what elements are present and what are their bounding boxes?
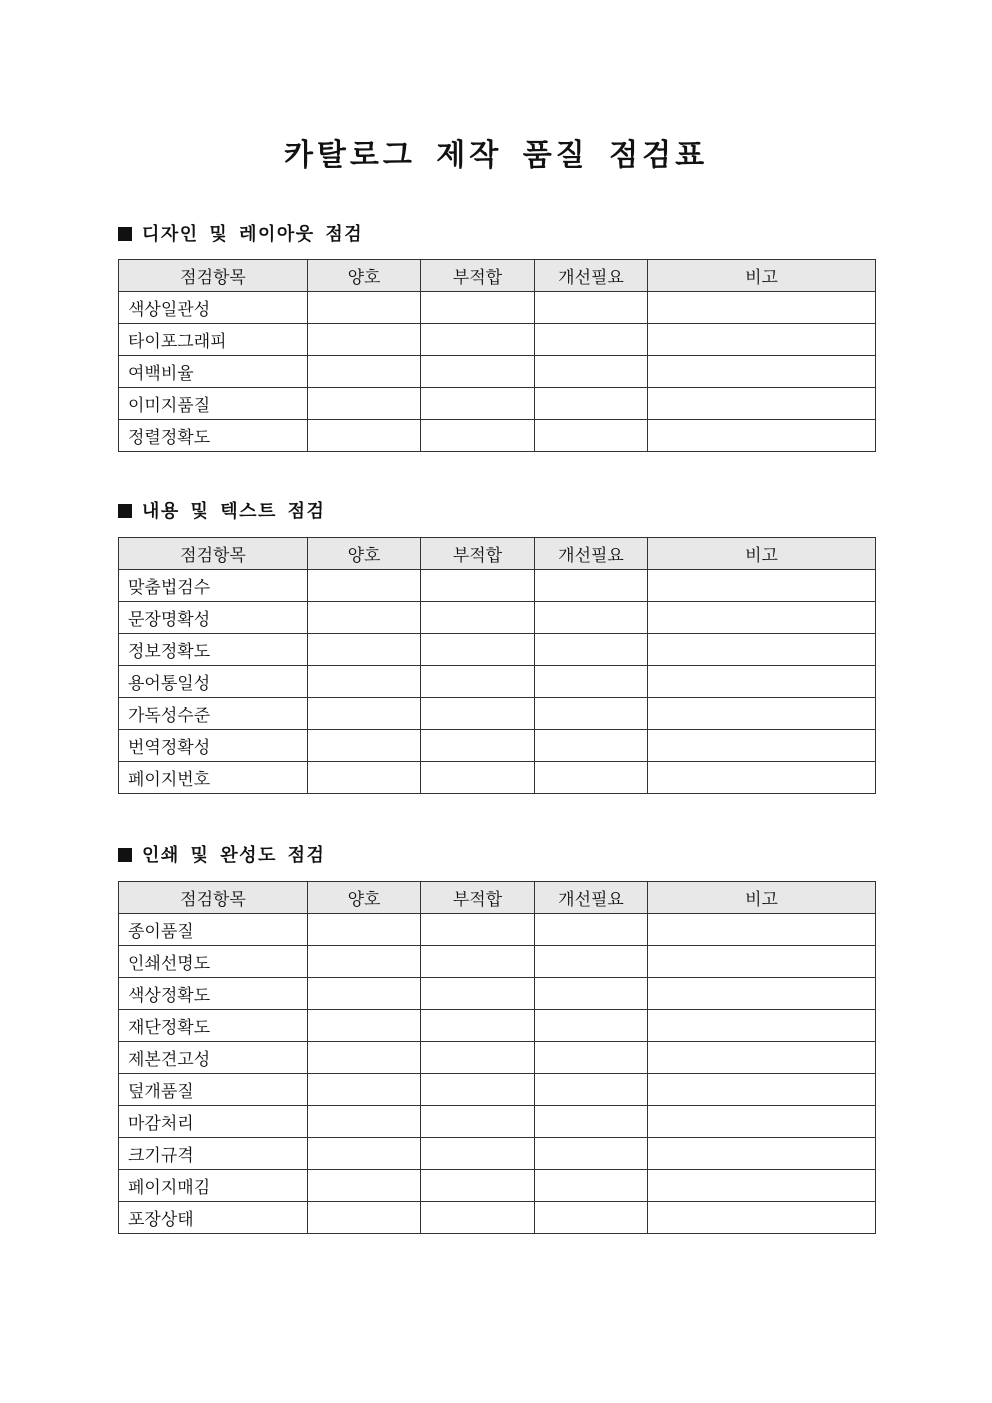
remarks-cell[interactable] [648, 388, 876, 420]
unsuitable-cell[interactable] [421, 698, 535, 730]
needs-improvement-cell[interactable] [535, 1170, 648, 1202]
needs-improvement-cell[interactable] [535, 420, 648, 452]
table-row [119, 1138, 876, 1170]
needs-improvement-cell[interactable] [535, 1074, 648, 1106]
good-cell[interactable] [308, 1010, 421, 1042]
column-header-item: 점검항목 [119, 882, 308, 914]
table-row [119, 292, 876, 324]
column-header-good: 양호 [308, 882, 421, 914]
table-row [119, 570, 876, 602]
remarks-cell[interactable] [648, 634, 876, 666]
column-header-needs-improvement: 개선필요 [535, 260, 648, 292]
remarks-cell[interactable] [648, 356, 876, 388]
needs-improvement-cell[interactable] [535, 698, 648, 730]
table-header-row [119, 538, 876, 570]
good-cell[interactable] [308, 1170, 421, 1202]
table-header-row [119, 260, 876, 292]
good-cell[interactable] [308, 978, 421, 1010]
table-row [119, 1202, 876, 1234]
needs-improvement-cell[interactable] [535, 1010, 648, 1042]
needs-improvement-cell[interactable] [535, 388, 648, 420]
table-row [119, 946, 876, 978]
unsuitable-cell[interactable] [421, 324, 535, 356]
needs-improvement-cell[interactable] [535, 914, 648, 946]
content-check-table [118, 537, 876, 794]
table-row [119, 1042, 876, 1074]
remarks-cell[interactable] [648, 698, 876, 730]
page-title: 카탈로그 제작 품질 점검표 [283, 138, 709, 173]
table-row [119, 1170, 876, 1202]
unsuitable-cell[interactable] [421, 1202, 535, 1234]
unsuitable-cell[interactable] [421, 1106, 535, 1138]
check-item-label: 색상일관성 [119, 292, 308, 324]
unsuitable-cell[interactable] [421, 388, 535, 420]
section-heading-design [118, 223, 363, 247]
needs-improvement-cell[interactable] [535, 634, 648, 666]
unsuitable-cell[interactable] [421, 1042, 535, 1074]
check-item-label: 페이지매김 [119, 1170, 308, 1202]
remarks-cell[interactable] [648, 420, 876, 452]
check-item-label: 가독성수준 [119, 698, 308, 730]
table-row [119, 602, 876, 634]
needs-improvement-cell[interactable] [535, 570, 648, 602]
remarks-cell[interactable] [648, 730, 876, 762]
check-item-label: 이미지품질 [119, 388, 308, 420]
good-cell[interactable] [308, 666, 421, 698]
remarks-cell[interactable] [648, 1202, 876, 1234]
needs-improvement-cell[interactable] [535, 1202, 648, 1234]
table-row [119, 634, 876, 666]
unsuitable-cell[interactable] [421, 602, 535, 634]
table-row [119, 388, 876, 420]
good-cell[interactable] [308, 356, 421, 388]
table-row [119, 1074, 876, 1106]
needs-improvement-cell[interactable] [535, 292, 648, 324]
good-cell[interactable] [308, 292, 421, 324]
column-header-remarks: 비고 [648, 260, 876, 292]
check-item-label: 덮개품질 [119, 1074, 308, 1106]
section-heading-label: 디자인 및 레이아웃 점검 [142, 224, 364, 245]
table-row [119, 324, 876, 356]
unsuitable-cell[interactable] [421, 730, 535, 762]
remarks-cell[interactable] [648, 1010, 876, 1042]
remarks-cell[interactable] [648, 570, 876, 602]
square-bullet-icon [118, 504, 132, 518]
needs-improvement-cell[interactable] [535, 602, 648, 634]
remarks-cell[interactable] [648, 946, 876, 978]
check-item-label: 정렬정확도 [119, 420, 308, 452]
unsuitable-cell[interactable] [421, 1170, 535, 1202]
remarks-cell[interactable] [648, 292, 876, 324]
needs-improvement-cell[interactable] [535, 1106, 648, 1138]
remarks-cell[interactable] [648, 1138, 876, 1170]
good-cell[interactable] [308, 946, 421, 978]
needs-improvement-cell[interactable] [535, 324, 648, 356]
needs-improvement-cell[interactable] [535, 666, 648, 698]
good-cell[interactable] [308, 1074, 421, 1106]
unsuitable-cell[interactable] [421, 420, 535, 452]
column-header-item: 점검항목 [119, 260, 308, 292]
unsuitable-cell[interactable] [421, 356, 535, 388]
column-header-unsuitable: 부적합 [421, 882, 535, 914]
unsuitable-cell[interactable] [421, 946, 535, 978]
remarks-cell[interactable] [648, 324, 876, 356]
good-cell[interactable] [308, 914, 421, 946]
remarks-cell[interactable] [648, 1106, 876, 1138]
table-row [119, 1010, 876, 1042]
needs-improvement-cell[interactable] [535, 762, 648, 794]
unsuitable-cell[interactable] [421, 978, 535, 1010]
unsuitable-cell[interactable] [421, 914, 535, 946]
check-item-label: 색상정확도 [119, 978, 308, 1010]
section-heading-content [118, 500, 325, 524]
table-row [119, 356, 876, 388]
check-item-label: 용어통일성 [119, 666, 308, 698]
column-header-unsuitable: 부적합 [421, 260, 535, 292]
square-bullet-icon [118, 227, 132, 241]
column-header-needs-improvement: 개선필요 [535, 538, 648, 570]
column-header-needs-improvement: 개선필요 [535, 882, 648, 914]
table-row [119, 666, 876, 698]
section-heading-print [118, 844, 325, 868]
remarks-cell[interactable] [648, 914, 876, 946]
good-cell[interactable] [308, 1106, 421, 1138]
unsuitable-cell[interactable] [421, 292, 535, 324]
section-heading-label: 인쇄 및 완성도 점검 [142, 845, 326, 866]
check-item-label: 문장명확성 [119, 602, 308, 634]
good-cell[interactable] [308, 762, 421, 794]
needs-improvement-cell[interactable] [535, 978, 648, 1010]
check-item-label: 페이지번호 [119, 762, 308, 794]
column-header-remarks: 비고 [648, 882, 876, 914]
section-heading-label: 내용 및 텍스트 점검 [142, 501, 326, 522]
remarks-cell[interactable] [648, 602, 876, 634]
remarks-cell[interactable] [648, 1042, 876, 1074]
check-item-label: 맞춤법검수 [119, 570, 308, 602]
table-row [119, 1106, 876, 1138]
check-item-label: 제본견고성 [119, 1042, 308, 1074]
remarks-cell[interactable] [648, 1074, 876, 1106]
check-item-label: 마감처리 [119, 1106, 308, 1138]
column-header-remarks: 비고 [648, 538, 876, 570]
good-cell[interactable] [308, 698, 421, 730]
good-cell[interactable] [308, 324, 421, 356]
unsuitable-cell[interactable] [421, 666, 535, 698]
needs-improvement-cell[interactable] [535, 1138, 648, 1170]
unsuitable-cell[interactable] [421, 762, 535, 794]
good-cell[interactable] [308, 1138, 421, 1170]
unsuitable-cell[interactable] [421, 1010, 535, 1042]
good-cell[interactable] [308, 1202, 421, 1234]
good-cell[interactable] [308, 1042, 421, 1074]
check-item-label: 재단정확도 [119, 1010, 308, 1042]
good-cell[interactable] [308, 420, 421, 452]
unsuitable-cell[interactable] [421, 1074, 535, 1106]
needs-improvement-cell[interactable] [535, 356, 648, 388]
table-header-row [119, 882, 876, 914]
table-row [119, 698, 876, 730]
needs-improvement-cell[interactable] [535, 1042, 648, 1074]
good-cell[interactable] [308, 570, 421, 602]
table-row [119, 730, 876, 762]
check-item-label: 여백비율 [119, 356, 308, 388]
needs-improvement-cell[interactable] [535, 730, 648, 762]
unsuitable-cell[interactable] [421, 634, 535, 666]
column-header-unsuitable: 부적합 [421, 538, 535, 570]
design-check-table [118, 259, 876, 452]
remarks-cell[interactable] [648, 978, 876, 1010]
remarks-cell[interactable] [648, 666, 876, 698]
unsuitable-cell[interactable] [421, 570, 535, 602]
check-item-label: 크기규격 [119, 1138, 308, 1170]
needs-improvement-cell[interactable] [535, 946, 648, 978]
column-header-good: 양호 [308, 260, 421, 292]
column-header-good: 양호 [308, 538, 421, 570]
remarks-cell[interactable] [648, 1170, 876, 1202]
check-item-label: 정보정확도 [119, 634, 308, 666]
check-item-label: 인쇄선명도 [119, 946, 308, 978]
check-item-label: 번역정확성 [119, 730, 308, 762]
good-cell[interactable] [308, 602, 421, 634]
square-bullet-icon [118, 848, 132, 862]
good-cell[interactable] [308, 634, 421, 666]
table-row [119, 914, 876, 946]
check-item-label: 타이포그래피 [119, 324, 308, 356]
remarks-cell[interactable] [648, 762, 876, 794]
good-cell[interactable] [308, 730, 421, 762]
unsuitable-cell[interactable] [421, 1138, 535, 1170]
table-row [119, 420, 876, 452]
good-cell[interactable] [308, 388, 421, 420]
check-item-label: 포장상태 [119, 1202, 308, 1234]
column-header-item: 점검항목 [119, 538, 308, 570]
check-item-label: 종이품질 [119, 914, 308, 946]
table-row [119, 762, 876, 794]
print-check-table [118, 881, 876, 1234]
table-row [119, 978, 876, 1010]
